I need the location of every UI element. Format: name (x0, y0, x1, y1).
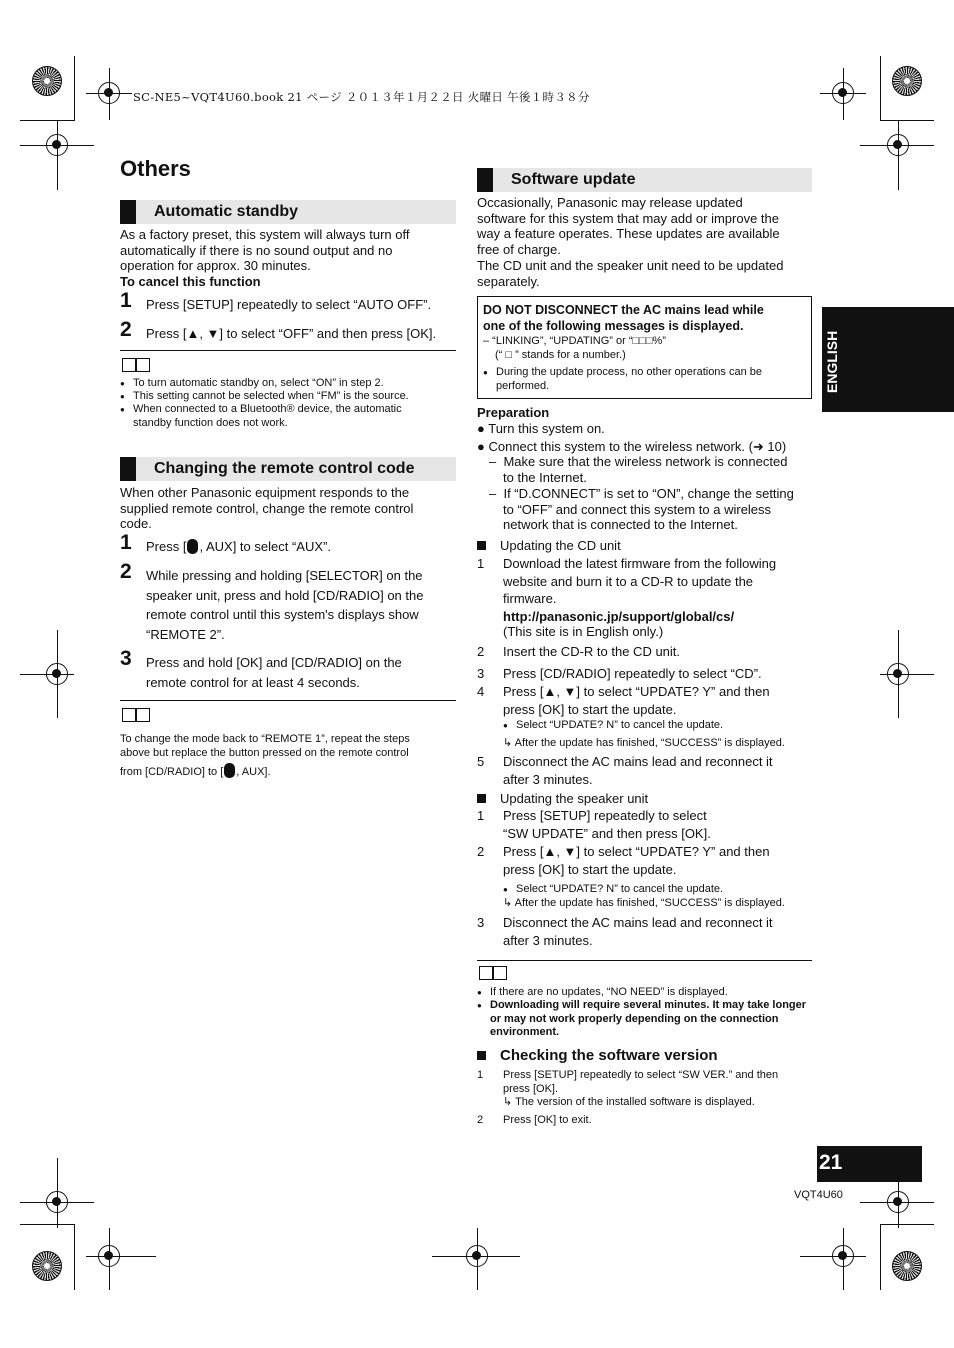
note-item: ● Downloading will require several minutes. It may take longer or may not work properly depending on the connection environment. (477, 999, 810, 1040)
paragraph: When other Panasonic equipment responds to the supplied remote control, change the remote control code. (120, 485, 414, 532)
paragraph: Occasionally, Panasonic may release updated software for this system that may add or improve the way a feature operates. These updates are available free of charge. The CD unit and the speaker unit need to be updated separately. (477, 195, 784, 289)
step-text: Insert the CD-R to the CD unit. (503, 644, 681, 659)
section-heading-software-update: Software update (477, 168, 812, 192)
color-wheel-icon (892, 66, 922, 96)
bluetooth-icon (187, 539, 198, 554)
prep-subitem: – Make sure that the wireless network is connected to the Internet. (489, 454, 788, 485)
color-wheel-icon (892, 1251, 922, 1281)
divider (477, 960, 812, 961)
step-text: Press and hold [OK] and [CD/RADIO] on the remote control for at least 4 seconds. (146, 655, 402, 690)
step-text: Press [▲, ▼] to select “UPDATE? Y” and then press [OK] to start the update. (503, 684, 770, 717)
url-note: (This site is in English only.) (503, 624, 664, 639)
note-book-icon (122, 358, 150, 372)
subheading-software-version: Checking the software version (477, 1047, 718, 1064)
note-book-icon (122, 708, 150, 722)
result-note: ↳ After the update has finished, “SUCCESS” is displayed. (503, 737, 785, 749)
preparation-heading: Preparation (477, 405, 550, 420)
section-heading-remote-code: Changing the remote control code (120, 457, 456, 481)
step-text: Press [CD/RADIO] repeatedly to select “CD”. (503, 666, 762, 681)
note-item: ● To turn automatic standby on, select “ON” in step 2. (120, 377, 453, 391)
page-number-box (817, 1146, 922, 1182)
step-number: 2 (120, 318, 132, 341)
step-number: 2 (477, 1114, 484, 1126)
language-tab (822, 307, 954, 412)
step-number: 3 (477, 666, 485, 681)
prep-item: ● Turn this system on. (477, 421, 605, 436)
step-number: 1 (120, 531, 132, 554)
step-number: 3 (477, 915, 485, 930)
support-url-link[interactable]: http://panasonic.jp/support/global/cs/ (503, 609, 735, 624)
color-wheel-icon (32, 66, 62, 96)
step-text: Press [▲, ▼] to select “UPDATE? Y” and then press [OK] to start the update. (503, 844, 770, 877)
note-text: To change the mode back to “REMOTE 1”, repeat the steps above but replace the button pressed on the remote control from [CD/RADIO] to [ , AUX]. (120, 733, 410, 778)
step-text: Disconnect the AC mains lead and reconnect it after 3 minutes. (503, 754, 773, 787)
step-text: Press [SETUP] repeatedly to select “SW VER.” and then press [OK]. ↳ The version of the installed software is displayed. (503, 1069, 779, 1108)
step-number: 1 (120, 289, 132, 312)
step-text: Disconnect the AC mains lead and reconnect it after 3 minutes. (503, 915, 773, 948)
warning-box: DO NOT DISCONNECT the AC mains lead while one of the following messages is displayed. – “LINKING”, “UPDATING” or “□□□%” (“ □ ” stands for a number.) ● During the update process, no other operations can be performed. (477, 296, 812, 399)
note-item: ● Select “UPDATE? N” to cancel the update. (503, 719, 723, 733)
divider (120, 700, 456, 701)
step-number: 5 (477, 754, 485, 769)
note-item: ● When connected to a Bluetooth® device, the automatic standby function does not work. (120, 403, 433, 430)
prep-item: ● Connect this system to the wireless network. (➜ 10) (477, 439, 787, 454)
note-item: ● This setting cannot be selected when “FM” is the source. (120, 390, 453, 404)
subheading-speaker-unit: Updating the speaker unit (477, 791, 648, 806)
step-text: Press [▲, ▼] to select “OFF” and then press [OK]. (146, 326, 437, 341)
step-number: 2 (477, 644, 485, 659)
step-text: Download the latest firmware from the following website and burn it to a CD-R to update the firmware. (503, 556, 777, 607)
step-number: 4 (477, 684, 485, 699)
step-number: 2 (120, 560, 132, 583)
step-number: 1 (477, 1069, 484, 1081)
bluetooth-icon (224, 763, 235, 778)
step-number: 2 (477, 844, 485, 859)
step-number: 3 (120, 647, 132, 670)
paragraph: As a factory preset, this system will always turn off automatically if there is no sound output and no operation for approx. 30 minutes. To cancel this function (120, 227, 410, 290)
result-note: ↳ After the update has finished, “SUCCESS” is displayed. (503, 897, 785, 909)
step-text: While pressing and holding [SELECTOR] on the speaker unit, press and hold [CD/RADIO] on the remote control until this system's displays show “REMOTE 2”. (146, 568, 424, 642)
step-number: 1 (477, 556, 485, 571)
note-item: ● If there are no updates, “NO NEED” is displayed. (477, 986, 810, 1000)
step-text: Press [SETUP] repeatedly to select “AUTO OFF”. (146, 297, 432, 312)
doc-code: VQT4U60 (794, 1189, 843, 1201)
language-tab-label: ENGLISH (824, 330, 840, 393)
print-header: SC-NE5~VQT4U60.book 21 ページ ２０１３年１月２２日 火曜日 午後１時３８分 (133, 90, 590, 104)
step-text: Press [ , AUX] to select “AUX”. (146, 539, 331, 554)
subheading-cd-unit: Updating the CD unit (477, 538, 621, 553)
prep-subitem: – If “D.CONNECT” is set to “ON”, change the setting to “OFF” and connect this system to a wireless network that is connected to the Internet. (489, 486, 794, 533)
step-number: 1 (477, 808, 485, 823)
step-text: Press [OK] to exit. (503, 1114, 592, 1126)
page-title: Others (120, 156, 191, 181)
divider (120, 350, 456, 351)
color-wheel-icon (32, 1251, 62, 1281)
note-book-icon (479, 966, 507, 980)
page-number: 21 (819, 1151, 843, 1174)
note-item: ● Select “UPDATE? N” to cancel the update. (503, 883, 723, 897)
step-text: Press [SETUP] repeatedly to select “SW UPDATE” and then press [OK]. (503, 808, 711, 841)
section-heading-automatic-standby: Automatic standby (120, 200, 456, 224)
